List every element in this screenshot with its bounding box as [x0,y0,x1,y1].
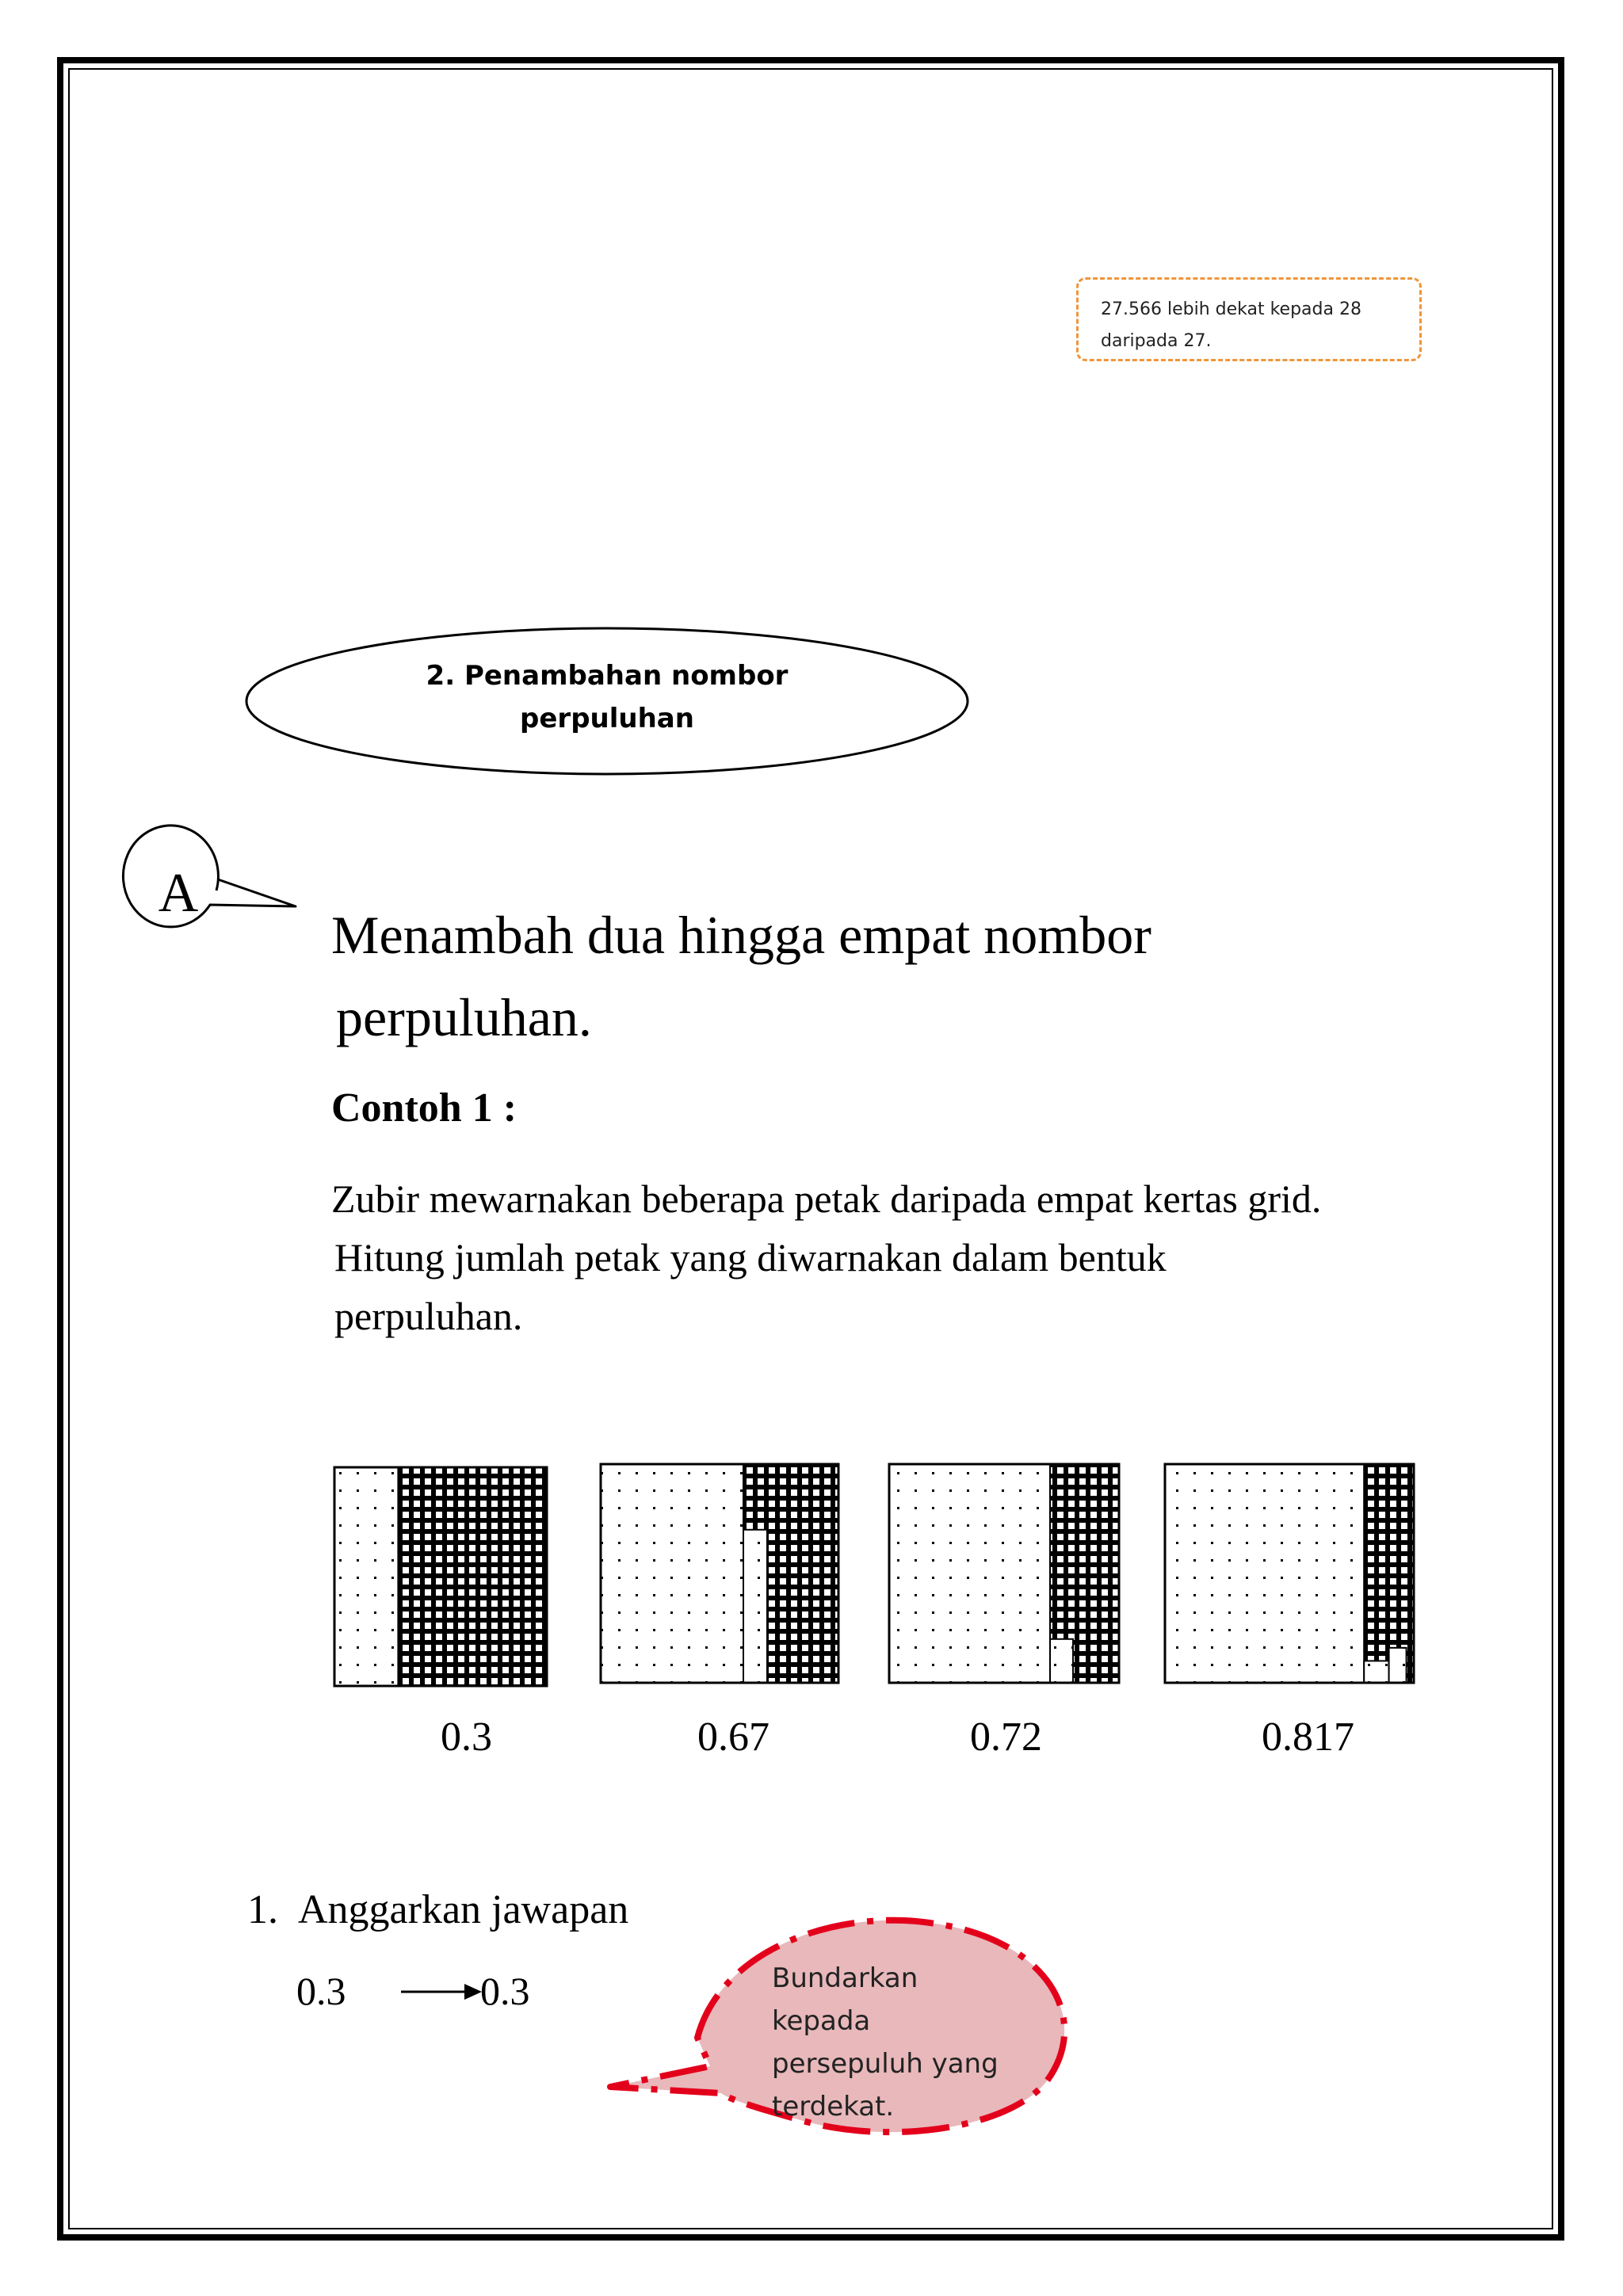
question-1 [247,1881,628,1939]
grid-value-label: 0.67 [697,1714,769,1760]
estimate-from: 0.3 [296,1969,346,2013]
paragraph-line-3: perpuluhan. [334,1294,523,1338]
hint-line-1: Bundarkan [772,1962,918,1994]
note-line-2: daripada 27. [1101,331,1212,351]
section-title-line-1: 2. Penambahan nombor [426,660,789,692]
paragraph-line-1: Zubir mewarnakan beberapa petak daripada empat kertas grid. [331,1177,1322,1221]
grid-value-label: 0.72 [970,1714,1042,1760]
section-title-line-2: perpuluhan [520,703,694,734]
question-text: Anggarkan jawapan [298,1887,629,1932]
lesson-heading [331,894,1441,1058]
hint-line-2: kepada [772,2005,871,2037]
section-title [244,654,970,740]
hint-text [772,1957,1010,2128]
hint-line-4: terdekat. [772,2091,895,2122]
grid-value-label: 0.817 [1262,1714,1354,1760]
arrow-right-icon [401,1978,482,2006]
callout-letter: A [158,863,199,924]
lesson-heading-line-2: perpuluhan. [336,987,592,1047]
grid-value-label: 0.3 [441,1714,492,1760]
question-number: 1. [247,1887,278,1932]
hint-line-3: persepuluh yang [772,2048,999,2080]
example-label: Contoh 1 : [331,1085,517,1131]
estimate-to: 0.3 [480,1969,530,2013]
example-paragraph [331,1169,1457,1345]
rounding-note [1076,277,1422,361]
lesson-heading-line-1: Menambah dua hingga empat nombor [331,905,1151,965]
paragraph-line-2: Hitung jumlah petak yang diwarnakan dalam bentuk [334,1235,1167,1280]
note-line-1: 27.566 lebih dekat kepada 28 [1101,299,1361,319]
